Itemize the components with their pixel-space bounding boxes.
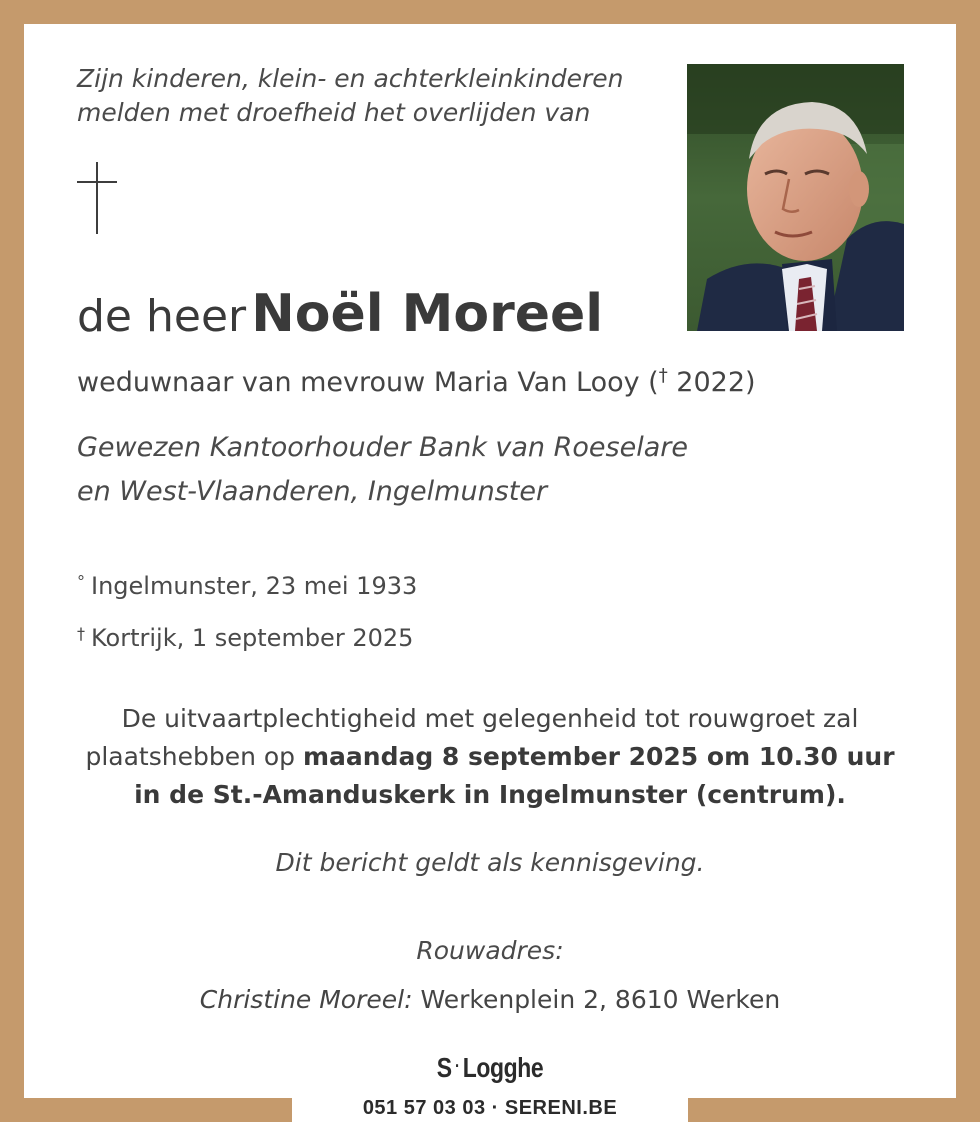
funeral-line-2 (24, 738, 956, 776)
spouse-year: 2022) (667, 367, 756, 398)
intro-text (77, 62, 623, 130)
funeral-line-1: De uitvaartplechtigheid met gelegenheid tot rouwgroet zal (121, 704, 859, 733)
occupation-line-1: Gewezen Kantoorhouder Bank van Roeselare (77, 432, 688, 463)
funeral-date-time: maandag 8 september 2025 om 10.30 uur (302, 742, 895, 771)
spouse-line (77, 365, 756, 398)
death-date: Kortrijk, 1 september 2025 (91, 624, 414, 652)
funeral-home-logo (108, 1052, 872, 1084)
funeral-home-contact: 051 57 03 03 · SERENI.BE (362, 1097, 618, 1119)
life-dates (77, 558, 417, 662)
portrait-photo (687, 64, 904, 331)
full-name: Noël Moreel (251, 284, 604, 344)
address-contact-name: Christine Moreel: (199, 985, 413, 1014)
logo-s: S (436, 1052, 452, 1083)
cross-icon (77, 162, 117, 234)
funeral-line-3 (24, 776, 956, 814)
address-label: Rouwadres: (416, 936, 564, 965)
intro-line-2: melden met droefheid het overlijden van (77, 98, 591, 127)
notice-text: Dit bericht geldt als kennisgeving. (275, 848, 705, 877)
spouse-text: weduwnaar van mevrouw Maria Van Looy ( (77, 367, 659, 398)
name-prefix: de heer (77, 291, 247, 342)
birth-mark: ° (77, 572, 85, 591)
address-street: Werkenplein 2, 8610 Werken (412, 985, 781, 1014)
occupation (77, 426, 688, 514)
death-mark: † (77, 624, 85, 643)
spouse-cross-icon: † (658, 365, 668, 386)
logo-name: Logghe (462, 1052, 544, 1083)
birth-date: Ingelmunster, 23 mei 1933 (91, 572, 418, 600)
birth-line (77, 558, 417, 610)
logo-dot: · (454, 1056, 460, 1076)
occupation-line-2: en West-Vlaanderen, Ingelmunster (77, 476, 548, 507)
funeral-info (24, 700, 956, 814)
deceased-name (77, 284, 603, 344)
mourning-address (24, 985, 956, 1014)
funeral-line-2-plain: plaatshebben op (85, 742, 303, 771)
death-line (77, 610, 417, 662)
intro-line-1: Zijn kinderen, klein- en achterkleinkinderen (77, 64, 624, 93)
funeral-location: in de St.-Amanduskerk in Ingelmunster (centrum). (134, 780, 846, 809)
